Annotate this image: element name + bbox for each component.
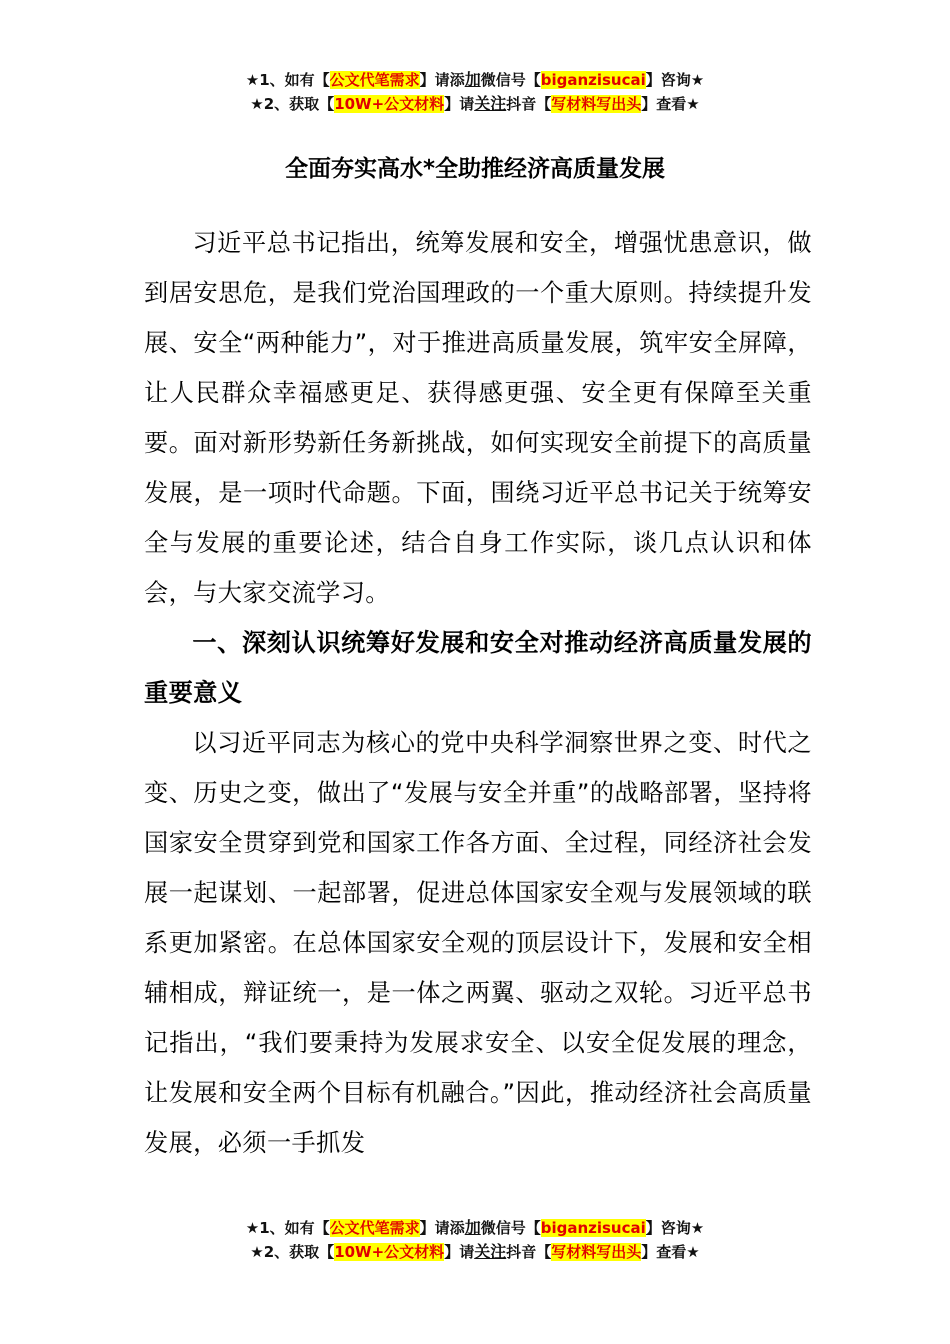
promo-text: 】请 [444, 95, 475, 113]
promo-emphasis: 加 [464, 70, 481, 89]
promo-wechat-id: biganzisucai [540, 1219, 646, 1237]
promo-text: ★2、获取【 [250, 95, 335, 113]
promo-line-2 [0, 1240, 950, 1264]
document-body [144, 218, 812, 1168]
promo-highlight: 公文代笔需求 [329, 71, 420, 89]
promo-highlight: 10W+公文材料 [334, 1243, 445, 1261]
promo-text: 】请添 [419, 71, 465, 89]
promo-text: 】咨询★ [645, 71, 705, 89]
promo-wechat-id: biganzisucai [540, 71, 646, 89]
promo-text: ★2、获取【 [250, 1243, 335, 1261]
promo-emphasis: 加 [464, 1218, 481, 1237]
promo-text: 】请 [444, 1243, 475, 1261]
promo-line-1 [0, 68, 950, 92]
paragraph-section-1: 以习近平同志为核心的党中央科学洞察世界之变、时代之变、历史之变，做出了“发展与安全并重”的战略部署，坚持将国家安全贯穿到党和国家工作各方面、全过程，同经济社会发展一起谋划、一起部署，促进总体国家安全观与发展领域的联系更加紧密。在总体国家安全观的顶层设计下，发展和安全相辅相成，辩证统一，是一体之两翼、驱动之双轮。习近平总书记指出，“我们要秉持为发展求安全、以安全促发展的理念，让发展和安全两个目标有机融合。”因此，推动经济社会高质量发展，必须一手抓发 [144, 729, 812, 1157]
promo-text: 】查看★ [641, 1243, 700, 1261]
promo-douyin-id: 写材料写出头 [551, 95, 642, 113]
promo-highlight: 10W+公文材料 [334, 95, 445, 113]
promo-text: 】请添 [419, 1219, 465, 1237]
promo-line-1 [0, 1216, 950, 1240]
promo-text: 抖音【 [506, 1243, 552, 1261]
promo-emphasis: 关注 [474, 94, 507, 113]
paragraph-intro: 习近平总书记指出，统筹发展和安全，增强忧患意识，做到居安思危，是我们党治国理政的一个重大原则。持续提升发展、安全“两种能力”，对于推进高质量发展，筑牢安全屏障，让人民群众幸福感更足、获得感更强、安全更有保障至关重要。面对新形势新任务新挑战，如何实现安全前提下的高质量发展，是一项时代命题。下面，围绕习近平总书记关于统筹安全与发展的重要论述，结合自身工作实际，谈几点认识和体会，与大家交流学习。 [144, 229, 812, 607]
promo-banner-bottom [0, 1216, 950, 1264]
promo-text: 】查看★ [641, 95, 700, 113]
section-heading-1: 一、深刻认识统筹好发展和安全对推动经济高质量发展的重要意义 [144, 629, 812, 707]
promo-text: ★1、如有【 [245, 71, 330, 89]
promo-line-2 [0, 92, 950, 116]
document-title: 全面夯实高水*全助推经济高质量发展 [284, 156, 666, 182]
promo-text: 微信号【 [480, 71, 541, 89]
promo-text: ★1、如有【 [245, 1219, 330, 1237]
promo-text: 微信号【 [480, 1219, 541, 1237]
promo-text: 】咨询★ [645, 1219, 705, 1237]
promo-highlight: 公文代笔需求 [329, 1219, 420, 1237]
promo-banner-top [0, 68, 950, 116]
promo-text: 抖音【 [506, 95, 552, 113]
promo-douyin-id: 写材料写出头 [551, 1243, 642, 1261]
promo-emphasis: 关注 [474, 1242, 507, 1261]
